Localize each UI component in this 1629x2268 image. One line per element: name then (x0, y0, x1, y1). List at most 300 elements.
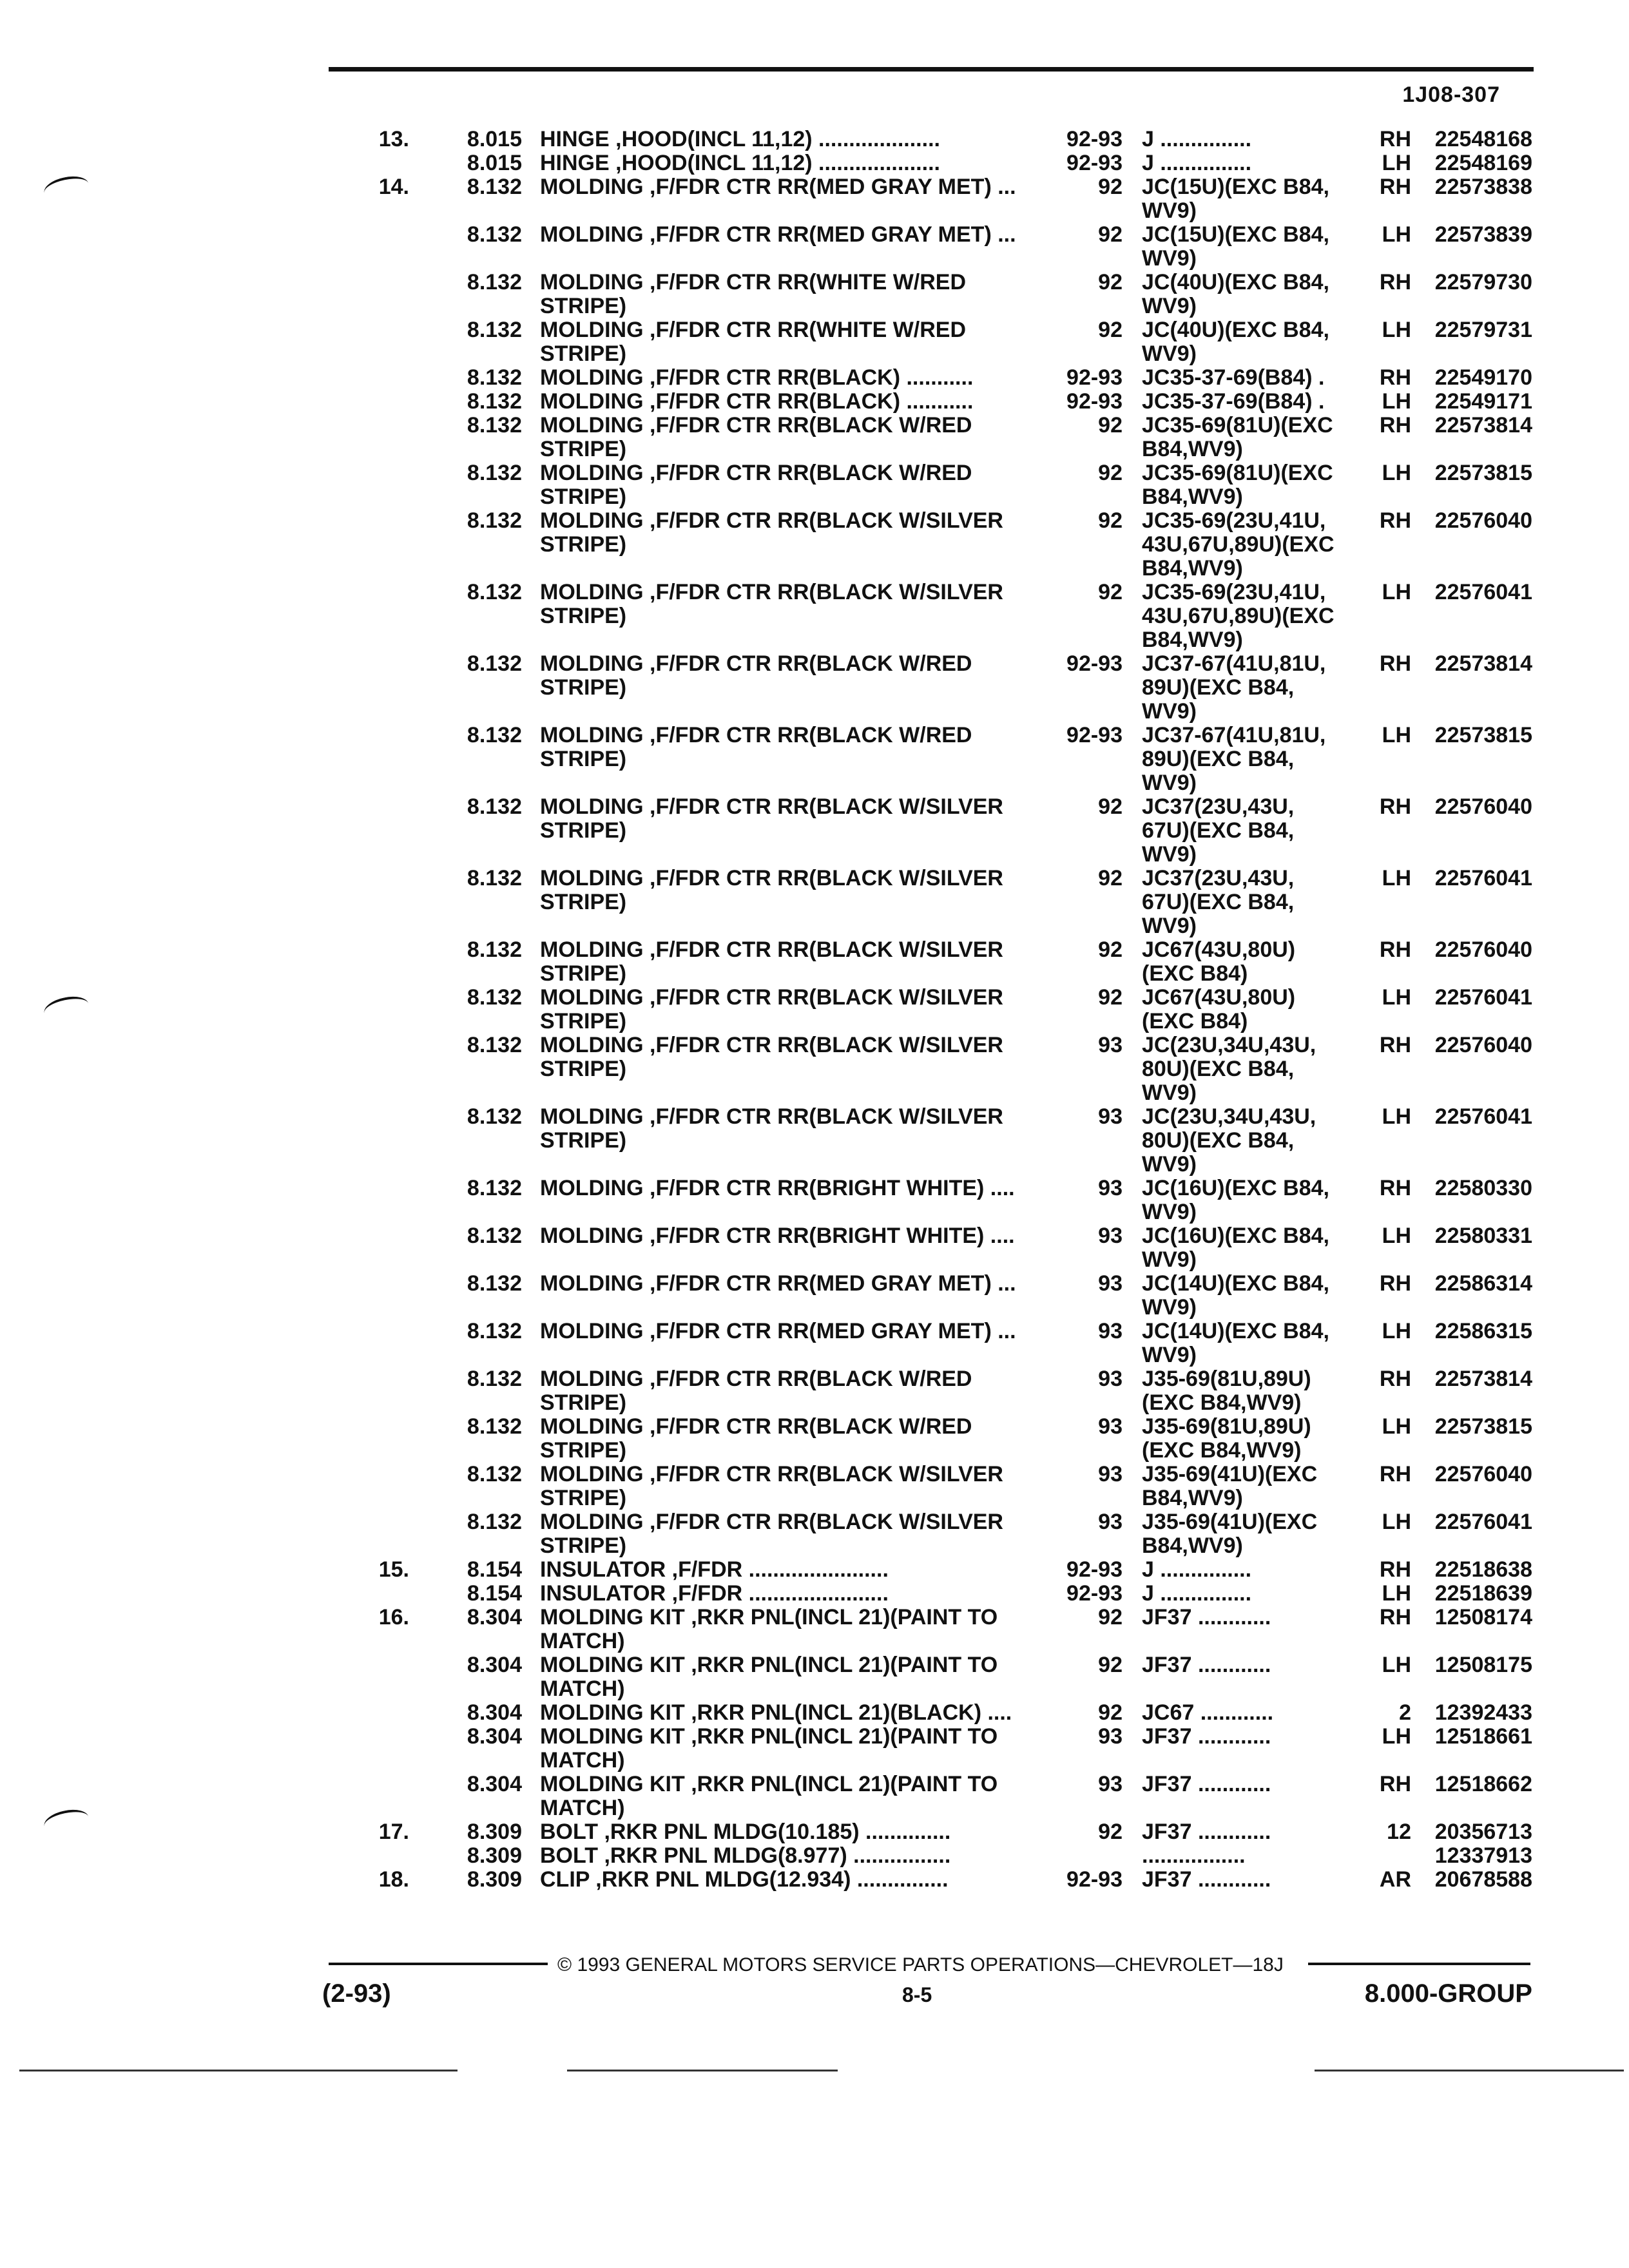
quantity: RH (1379, 1462, 1411, 1486)
part-description (540, 867, 1049, 890)
part-detail: ,RKR PNL(INCL 21)(PAINT TO (691, 1773, 998, 1796)
model-code: (EXC B84,WV9) (1142, 1439, 1302, 1463)
part-number: 22548169 (1434, 151, 1532, 175)
footer-rule-right (1308, 1963, 1530, 1965)
part-name: HINGE (540, 151, 610, 175)
part-description (540, 1820, 1049, 1844)
part-detail: STRIPE) (540, 1486, 627, 1510)
table-row (0, 1558, 1629, 1582)
table-row (0, 747, 1629, 771)
table-row (0, 581, 1629, 604)
group-number: 8.132 (467, 1224, 522, 1248)
part-detail: ,RKR PNL(INCL 21)(PAINT TO (691, 1725, 998, 1749)
quantity: LH (1382, 985, 1411, 1010)
part-number: 22573814 (1434, 651, 1532, 676)
copyright-notice: © 1993 GENERAL MOTORS SERVICE PARTS OPERATIONS—CHEVROLET—18J (557, 1954, 1284, 1975)
model-code: 89U)(EXC B84, (1142, 747, 1295, 771)
table-row (0, 294, 1629, 318)
group-number: 8.304 (467, 1772, 522, 1796)
part-description (540, 1367, 1049, 1391)
model-year: 93 (1098, 1176, 1123, 1200)
part-detail: ,RKR PNL(INCL 21)(PAINT TO (691, 1653, 998, 1677)
part-detail: ,F/FDR CTR RR(BLACK W/SILVER (650, 1033, 1003, 1057)
model-code: WV9) (1142, 1081, 1197, 1105)
part-description (540, 1415, 1049, 1439)
group-number: 8.132 (467, 723, 522, 747)
model-year: 92 (1098, 937, 1123, 962)
model-code: JF37 ............ (1142, 1725, 1271, 1749)
part-number: 22549171 (1434, 389, 1532, 414)
model-year: 92 (1098, 1700, 1123, 1725)
part-detail: ,F/FDR CTR RR(BRIGHT WHITE) .... (650, 1177, 1015, 1200)
table-row (0, 962, 1629, 986)
part-description (540, 175, 1049, 199)
model-year: 93 (1098, 1414, 1123, 1439)
part-name: MOLDING (540, 414, 644, 437)
group-number: 8.309 (467, 1820, 522, 1844)
part-detail: STRIPE) (540, 1534, 627, 1558)
quantity: RH (1379, 1605, 1411, 1629)
table-row (0, 223, 1629, 247)
part-description (540, 1749, 1049, 1773)
model-year: 93 (1098, 1724, 1123, 1749)
group-number: 8.132 (467, 389, 522, 414)
model-year: 92 (1098, 580, 1123, 604)
group-number: 8.154 (467, 1557, 522, 1582)
group-number: 8.132 (467, 580, 522, 604)
parts-table (0, 128, 1629, 1892)
table-row (0, 1749, 1629, 1773)
part-description (540, 1272, 1049, 1296)
model-code: J ............... (1142, 1582, 1252, 1606)
table-row (0, 1844, 1629, 1868)
model-code: 67U)(EXC B84, (1142, 819, 1295, 843)
page-number: 8-5 (902, 1983, 932, 2006)
part-description (540, 652, 1049, 676)
quantity: LH (1382, 461, 1411, 485)
part-description (540, 1868, 1049, 1892)
part-name: MOLDING (540, 223, 644, 247)
model-year: 92-93 (1066, 1867, 1123, 1892)
model-year: 93 (1098, 1319, 1123, 1343)
part-number: 12508175 (1434, 1653, 1532, 1677)
part-number: 22576040 (1434, 1033, 1532, 1057)
table-row (0, 1033, 1629, 1057)
part-description (540, 390, 1049, 414)
model-code: JC37-67(41U,81U, (1142, 724, 1326, 747)
group-number: 8.132 (467, 461, 522, 485)
model-code: JC(16U)(EXC B84, (1142, 1224, 1329, 1248)
model-year: 92 (1098, 985, 1123, 1010)
table-row (0, 1510, 1629, 1534)
quantity: RH (1379, 1367, 1411, 1391)
part-name: MOLDING (540, 1415, 644, 1439)
part-number: 12337913 (1434, 1843, 1532, 1868)
part-detail: ,RKR PNL(INCL 21)(BLACK) .... (691, 1701, 1012, 1725)
model-year: 93 (1098, 1104, 1123, 1129)
part-description (540, 986, 1049, 1010)
item-number: 18. (378, 1867, 409, 1892)
item-number: 17. (378, 1820, 409, 1844)
part-description (540, 604, 1049, 628)
model-code: WV9) (1142, 1343, 1197, 1367)
part-name: INSULATOR (540, 1582, 666, 1606)
part-description (540, 1653, 1049, 1677)
table-row (0, 1081, 1629, 1105)
group-number: 8.304 (467, 1700, 522, 1725)
table-row (0, 1653, 1629, 1677)
part-description (540, 1486, 1049, 1510)
part-description (540, 819, 1049, 843)
part-description (540, 724, 1049, 747)
table-row (0, 461, 1629, 485)
part-name: MOLDING (540, 390, 644, 414)
group-number: 8.132 (467, 365, 522, 390)
model-year: 92-93 (1066, 723, 1123, 747)
scan-edge-right (1315, 2070, 1624, 2071)
group-number: 8.132 (467, 222, 522, 247)
part-description (540, 1534, 1049, 1558)
part-description (540, 1439, 1049, 1463)
quantity: RH (1379, 651, 1411, 676)
quantity: LH (1382, 723, 1411, 747)
part-detail: ,F/FDR CTR RR(BLACK W/RED (650, 724, 972, 747)
part-description (540, 1582, 1049, 1606)
model-code: (EXC B84) (1142, 1010, 1248, 1033)
part-name: MOLDING (540, 509, 644, 533)
group-number: 8.132 (467, 794, 522, 819)
model-code: JF37 ............ (1142, 1653, 1271, 1677)
model-code: JC67(43U,80U) (1142, 938, 1296, 962)
table-row (0, 509, 1629, 533)
model-code: JC35-37-69(B84) . (1142, 366, 1325, 390)
group-number: 8.132 (467, 175, 522, 199)
model-code: J ............... (1142, 128, 1252, 151)
part-number: 22576041 (1434, 580, 1532, 604)
part-description (540, 1057, 1049, 1081)
table-row (0, 724, 1629, 747)
part-description (540, 1677, 1049, 1701)
part-name: MOLDING (540, 581, 644, 604)
part-detail: ,F/FDR ....................... (671, 1582, 889, 1606)
table-row (0, 1463, 1629, 1486)
part-detail: ,F/FDR CTR RR(MED GRAY MET) ... (650, 1320, 1016, 1343)
part-name: CLIP (540, 1868, 590, 1892)
table-row (0, 1153, 1629, 1177)
model-year: 93 (1098, 1224, 1123, 1248)
part-number: 22576040 (1434, 937, 1532, 962)
model-code: WV9) (1142, 914, 1197, 938)
group-number: 8.309 (467, 1843, 522, 1868)
part-description (540, 1773, 1049, 1796)
group-number: 8.304 (467, 1653, 522, 1677)
table-row (0, 1868, 1629, 1892)
part-number: 22518639 (1434, 1581, 1532, 1606)
model-code: JC35-69(81U)(EXC (1142, 414, 1333, 437)
model-code: JC37-67(41U,81U, (1142, 652, 1326, 676)
part-number: 22548168 (1434, 127, 1532, 151)
top-rule (329, 67, 1534, 72)
item-number: 15. (378, 1557, 409, 1582)
model-code: B84,WV9) (1142, 557, 1243, 581)
model-code: WV9) (1142, 1153, 1197, 1177)
part-description (540, 1320, 1049, 1343)
group-number: 8.132 (467, 651, 522, 676)
table-row (0, 843, 1629, 867)
part-number: 20678588 (1434, 1867, 1532, 1892)
table-row (0, 1320, 1629, 1343)
part-detail: ,F/FDR CTR RR(BLACK W/SILVER (650, 581, 1003, 604)
table-row (0, 604, 1629, 628)
part-number: 12518661 (1434, 1724, 1532, 1749)
table-row (0, 1725, 1629, 1749)
part-description (540, 342, 1049, 366)
part-description (540, 461, 1049, 485)
model-year: 92 (1098, 318, 1123, 342)
table-row (0, 318, 1629, 342)
group-number: 8.132 (467, 1462, 522, 1486)
part-detail: ,F/FDR CTR RR(BLACK W/SILVER (650, 1105, 1003, 1129)
table-row (0, 1200, 1629, 1224)
part-detail: ,F/FDR CTR RR(BRIGHT WHITE) .... (650, 1224, 1015, 1248)
model-year: 93 (1098, 1367, 1123, 1391)
model-code: JC35-69(81U)(EXC (1142, 461, 1333, 485)
table-row (0, 1129, 1629, 1153)
group-number: 8.015 (467, 151, 522, 175)
part-description (540, 437, 1049, 461)
model-code: B84,WV9) (1142, 1486, 1243, 1510)
part-detail: STRIPE) (540, 1129, 627, 1153)
model-code: J ............... (1142, 1558, 1252, 1582)
quantity: RH (1379, 1557, 1411, 1582)
model-code: B84,WV9) (1142, 485, 1243, 509)
table-row (0, 390, 1629, 414)
part-name: MOLDING KIT (540, 1773, 685, 1796)
part-detail: STRIPE) (540, 533, 627, 557)
quantity: LH (1382, 1581, 1411, 1606)
model-year: 92-93 (1066, 127, 1123, 151)
quantity: 12 (1387, 1820, 1411, 1844)
table-row (0, 819, 1629, 843)
part-detail: ,F/FDR CTR RR(BLACK) ........... (650, 390, 974, 414)
part-number: 22579731 (1434, 318, 1532, 342)
model-code: JC35-37-69(B84) . (1142, 390, 1325, 414)
table-row (0, 1224, 1629, 1248)
group-number: 8.015 (467, 127, 522, 151)
part-description (540, 271, 1049, 294)
model-year: 92 (1098, 1605, 1123, 1629)
part-number: 22580330 (1434, 1176, 1532, 1200)
model-code: JC37(23U,43U, (1142, 795, 1295, 819)
model-code: B84,WV9) (1142, 628, 1243, 652)
part-detail: ,F/FDR CTR RR(WHITE W/RED (650, 318, 967, 342)
part-name: MOLDING (540, 986, 644, 1010)
part-description (540, 1725, 1049, 1749)
model-code: JF37 ............ (1142, 1868, 1271, 1892)
group-number: 8.132 (467, 866, 522, 890)
part-number: 22579730 (1434, 270, 1532, 294)
quantity: LH (1382, 1724, 1411, 1749)
table-row (0, 271, 1629, 294)
quantity: LH (1382, 151, 1411, 175)
part-detail: STRIPE) (540, 604, 627, 628)
model-code: JC37(23U,43U, (1142, 867, 1295, 890)
quantity: RH (1379, 937, 1411, 962)
table-row (0, 247, 1629, 271)
model-code: WV9) (1142, 700, 1197, 724)
quantity: RH (1379, 413, 1411, 437)
part-detail: MATCH) (540, 1677, 625, 1701)
table-row (0, 986, 1629, 1010)
part-name: MOLDING (540, 318, 644, 342)
group-number: 8.132 (467, 985, 522, 1010)
model-code: (EXC B84,WV9) (1142, 1391, 1302, 1415)
part-number: 12518662 (1434, 1772, 1532, 1796)
model-year: 92-93 (1066, 1581, 1123, 1606)
part-name: MOLDING (540, 1510, 644, 1534)
part-description (540, 1129, 1049, 1153)
part-detail: MATCH) (540, 1749, 625, 1773)
group-number: 8.132 (467, 508, 522, 533)
model-code: J35-69(41U)(EXC (1142, 1510, 1318, 1534)
part-detail: ,F/FDR CTR RR(BLACK W/RED (650, 414, 972, 437)
group-number: 8.132 (467, 937, 522, 962)
part-name: MOLDING (540, 271, 644, 294)
model-year: 92-93 (1066, 151, 1123, 175)
part-name: MOLDING KIT (540, 1701, 685, 1725)
part-name: MOLDING KIT (540, 1606, 685, 1629)
model-code: JC(15U)(EXC B84, (1142, 223, 1329, 247)
table-row (0, 1534, 1629, 1558)
part-number: 12392433 (1434, 1700, 1532, 1725)
table-row (0, 342, 1629, 366)
part-description (540, 747, 1049, 771)
part-description (540, 962, 1049, 986)
part-detail: ,HOOD(INCL 11,12) .................... (615, 151, 940, 175)
table-row (0, 1272, 1629, 1296)
model-code: WV9) (1142, 843, 1197, 867)
table-row (0, 628, 1629, 652)
part-detail: ,F/FDR CTR RR(BLACK W/RED (650, 1415, 972, 1439)
group-number: 8.132 (467, 318, 522, 342)
quantity: LH (1382, 222, 1411, 247)
part-number: 22573839 (1434, 222, 1532, 247)
quantity: RH (1379, 1176, 1411, 1200)
scan-edge-left (19, 2070, 458, 2071)
quantity: RH (1379, 270, 1411, 294)
part-number: 22573814 (1434, 1367, 1532, 1391)
table-row (0, 700, 1629, 724)
model-year: 93 (1098, 1033, 1123, 1057)
part-number: 22573838 (1434, 175, 1532, 199)
quantity: RH (1379, 794, 1411, 819)
group-number: 8.132 (467, 1367, 522, 1391)
part-description (540, 128, 1049, 151)
part-name: MOLDING (540, 652, 644, 676)
model-code: 43U,67U,89U)(EXC (1142, 604, 1335, 628)
part-detail: STRIPE) (540, 747, 627, 771)
part-description (540, 1391, 1049, 1415)
part-name: BOLT (540, 1820, 599, 1844)
part-name: MOLDING (540, 1177, 644, 1200)
table-row (0, 1343, 1629, 1367)
table-row (0, 1606, 1629, 1629)
part-number: 22573815 (1434, 723, 1532, 747)
part-detail: ,F/FDR CTR RR(WHITE W/RED (650, 271, 967, 294)
table-row (0, 1701, 1629, 1725)
quantity: RH (1379, 1772, 1411, 1796)
table-row (0, 1677, 1629, 1701)
table-row (0, 1796, 1629, 1820)
model-code: 80U)(EXC B84, (1142, 1057, 1295, 1081)
part-description (540, 223, 1049, 247)
model-code: JF37 ............ (1142, 1820, 1271, 1844)
part-name: MOLDING (540, 1033, 644, 1057)
group-number: 8.132 (467, 1271, 522, 1296)
model-code: WV9) (1142, 199, 1197, 223)
model-year: 92 (1098, 866, 1123, 890)
model-code: WV9) (1142, 294, 1197, 318)
quantity: RH (1379, 175, 1411, 199)
model-code: JC35-69(23U,41U, (1142, 509, 1326, 533)
part-number: 22573815 (1434, 1414, 1532, 1439)
part-number: 22549170 (1434, 365, 1532, 390)
part-detail: ,F/FDR CTR RR(BLACK W/RED (650, 652, 972, 676)
part-description (540, 1177, 1049, 1200)
part-description (540, 1796, 1049, 1820)
table-row (0, 1248, 1629, 1272)
part-description (540, 1010, 1049, 1033)
group-number: 8.132 (467, 1033, 522, 1057)
model-year: 93 (1098, 1462, 1123, 1486)
part-description (540, 1033, 1049, 1057)
model-code: JC35-69(23U,41U, (1142, 581, 1326, 604)
model-year: 92 (1098, 175, 1123, 199)
part-detail: STRIPE) (540, 294, 627, 318)
part-description (540, 1558, 1049, 1582)
table-row (0, 1367, 1629, 1391)
part-detail: STRIPE) (540, 1439, 627, 1463)
table-row (0, 533, 1629, 557)
part-name: HINGE (540, 128, 610, 151)
table-row (0, 437, 1629, 461)
table-row (0, 1439, 1629, 1463)
model-code: 67U)(EXC B84, (1142, 890, 1295, 914)
model-code: J35-69(81U,89U) (1142, 1367, 1311, 1391)
table-row (0, 914, 1629, 938)
part-description (540, 676, 1049, 700)
part-description (540, 485, 1049, 509)
group-number: 8.132 (467, 1104, 522, 1129)
part-description (540, 581, 1049, 604)
part-description (540, 151, 1049, 175)
model-code: JC67(43U,80U) (1142, 986, 1296, 1010)
quantity: RH (1379, 1271, 1411, 1296)
part-detail: STRIPE) (540, 819, 627, 843)
part-name: MOLDING (540, 1272, 644, 1296)
model-code: J35-69(41U)(EXC (1142, 1463, 1318, 1486)
model-code: JF37 ............ (1142, 1606, 1271, 1629)
part-number: 22576041 (1434, 985, 1532, 1010)
part-detail: STRIPE) (540, 342, 627, 366)
part-description (540, 890, 1049, 914)
model-code: (EXC B84) (1142, 962, 1248, 986)
table-row (0, 1629, 1629, 1653)
part-detail: STRIPE) (540, 962, 627, 986)
part-detail: ,RKR PNL MLDG(10.185) .............. (604, 1820, 951, 1844)
model-year: 92-93 (1066, 651, 1123, 676)
quantity: RH (1379, 127, 1411, 151)
